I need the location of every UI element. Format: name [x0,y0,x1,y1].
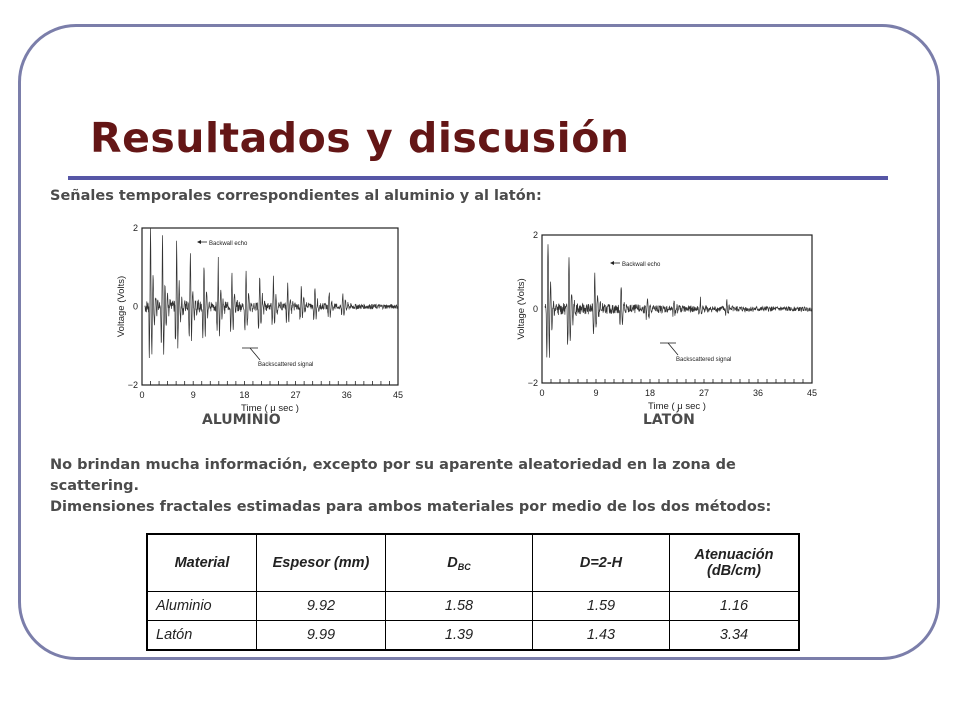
discussion-line: scattering. [50,478,140,494]
cell-material: Aluminio [147,592,257,621]
aluminio-label: ALUMINIO [202,412,281,428]
y-axis-label: Voltage (Volts) [516,278,527,340]
discussion-line: No brindan mucha información, excepto por su aparente aleatoriedad en la zona de [50,457,736,473]
aluminio-plot [112,220,412,415]
cell-d2h: 1.43 [533,621,670,651]
slide-title: Resultados y discusión [90,114,630,162]
cell-dbc: 1.58 [386,592,533,621]
y-tick-label: −2 [527,378,538,388]
annotation-label: Backscattered signal [258,362,314,368]
annotation-label: Backwall echo [209,241,248,247]
laton-label: LATÓN [643,412,695,428]
cell-espesor: 9.92 [257,592,386,621]
annotation-label: Backscattered signal [676,357,732,363]
laton-plot [510,225,820,415]
slide-subtitle: Señales temporales correspondientes al aluminio y al latón: [50,188,542,204]
x-tick-label: 45 [392,390,404,400]
table-row [147,621,799,651]
y-tick-label: 0 [132,301,138,312]
cell-atenuacion: 1.16 [670,592,800,621]
x-tick-label: 36 [341,390,352,400]
table-header-row [147,534,799,592]
cell-d2h: 1.59 [533,592,670,621]
discussion-line: Dimensiones fractales estimadas para ambos materiales por medio de los dos métodos: [50,499,772,515]
laton-signal-chart [510,225,820,415]
x-axis-label: Time ( μ sec ) [241,403,299,414]
header-espesor: Espesor (mm) [257,534,386,592]
cell-material: Latón [147,621,257,651]
x-axis-label: Time ( μ sec ) [648,401,706,412]
header-dbc-sub: BC [457,561,471,572]
x-tick-label: 36 [752,388,764,398]
y-tick-label: 0 [532,304,538,314]
x-tick-label: 27 [698,388,710,398]
y-tick-label: 2 [532,230,538,240]
x-tick-label: 27 [290,390,301,400]
cell-espesor: 9.99 [257,621,386,651]
x-tick-label: 18 [239,390,250,400]
header-d2h: D=2-H [533,534,670,592]
header-atenuacion: Atenuación (dB/cm) [670,534,800,592]
y-tick-label: 2 [132,223,138,233]
header-dbc [386,534,533,592]
x-tick-label: 0 [139,390,145,400]
aluminio-signal-chart [112,220,412,415]
title-underline [68,176,888,180]
header-dbc-main: D [447,554,458,571]
discussion-text [50,455,890,518]
x-tick-label: 9 [593,388,599,398]
y-axis-label: Voltage (Volts) [116,275,127,338]
cell-dbc: 1.39 [386,621,533,651]
header-material: Material [147,534,257,592]
x-tick-label: 0 [539,388,545,398]
x-tick-label: 18 [644,388,656,398]
y-tick-label: −2 [127,380,138,390]
cell-atenuacion: 3.34 [670,621,800,651]
x-tick-label: 45 [806,388,818,398]
annotation-label: Backwall echo [622,262,661,268]
results-table [146,533,800,651]
table-row [147,592,799,621]
x-tick-label: 9 [190,390,196,400]
